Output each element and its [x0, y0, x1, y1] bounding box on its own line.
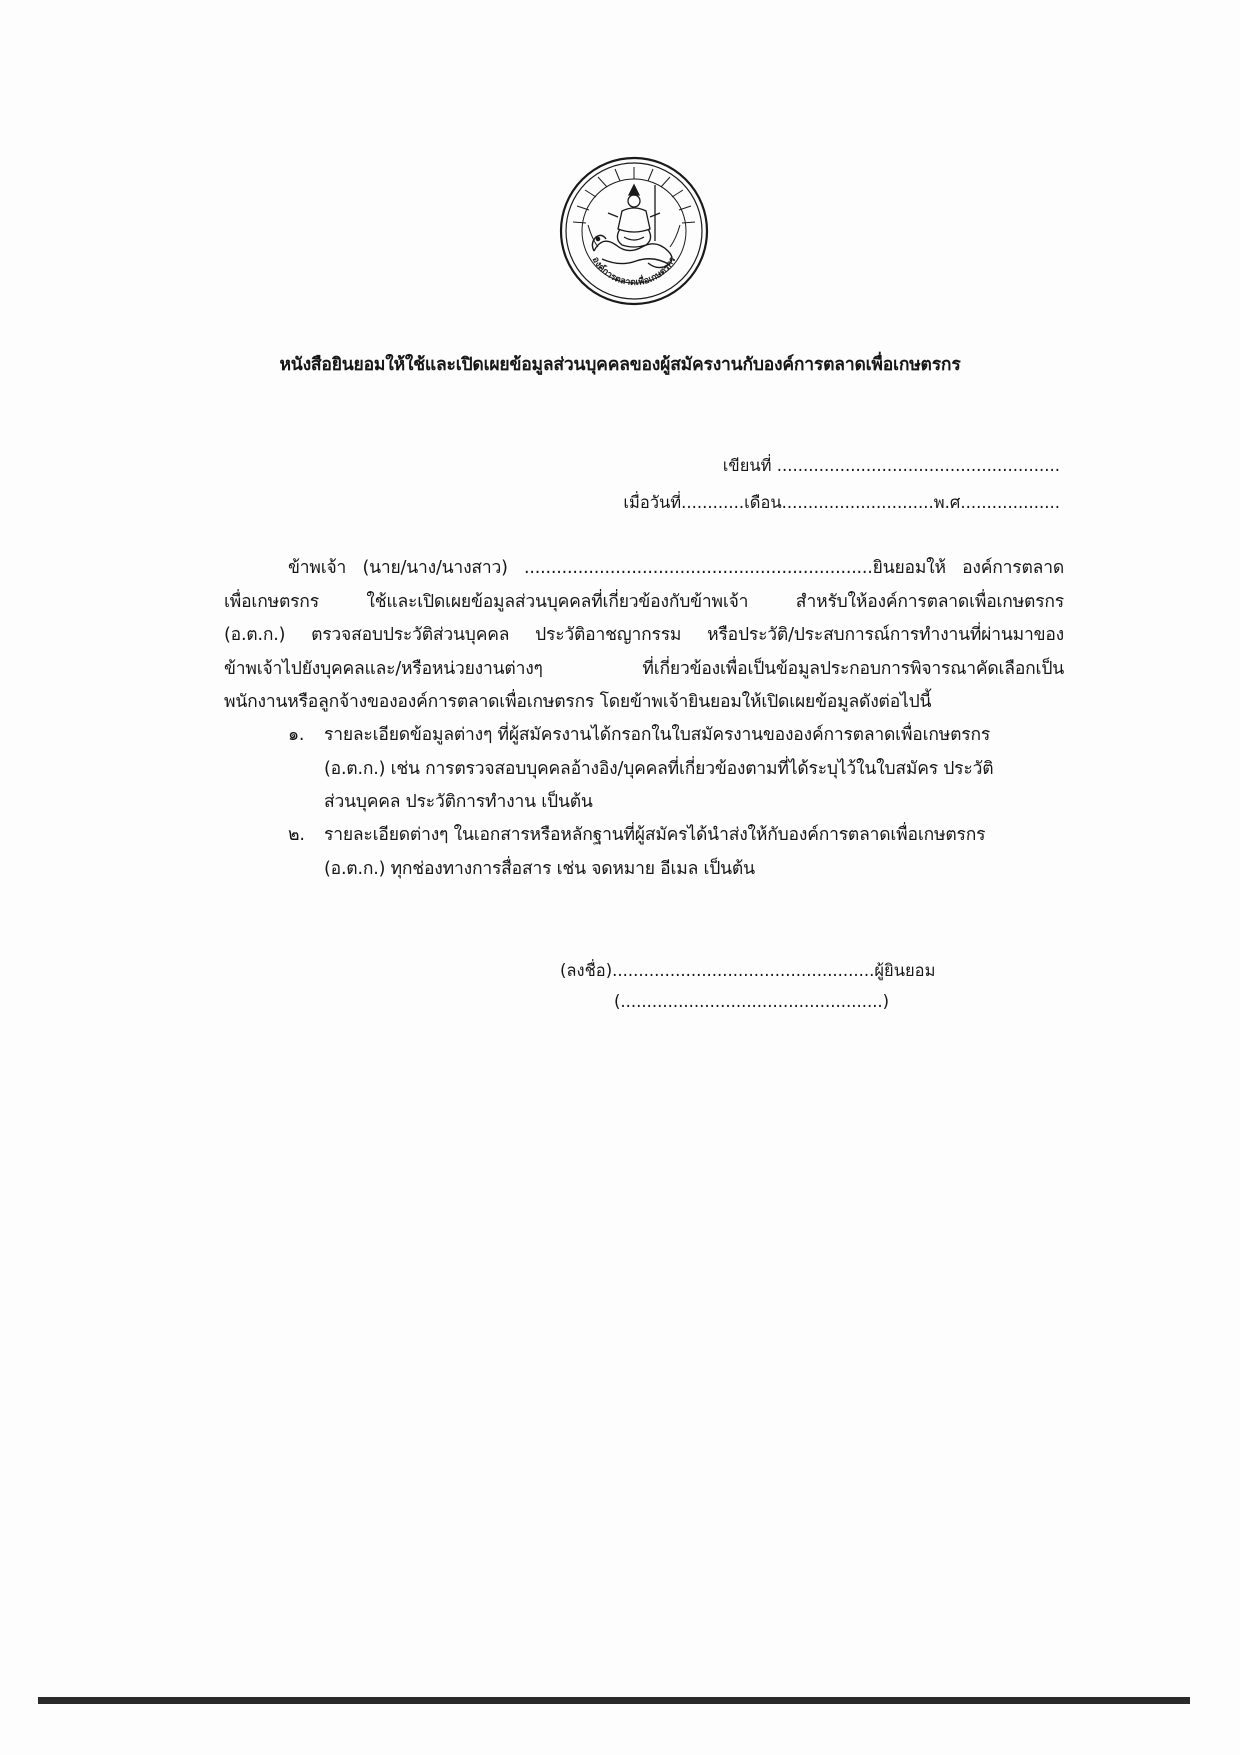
list-item	[288, 719, 1064, 820]
list-item-line: (อ.ต.ก.) ทุกช่องทางการสื่อสาร เช่น จดหมาย อีเมล เป็นต้น	[324, 858, 755, 879]
signatory-name-line: (..................................................)	[614, 992, 890, 1011]
list-item-number: ๑.	[288, 725, 305, 745]
svg-text:องค์การตลาดเพื่อเกษตรกร	[590, 255, 679, 288]
paragraph-line: ข้าพเจ้าไปยังบุคคลและ/หรือหน่วยงานต่างๆ ที่เกี่ยวข้องเพื่อเป็นข้อมูลประกอบการพิจารณาคัดเลือกเป็น	[224, 658, 1064, 679]
list-item-line: (อ.ต.ก.) เช่น การตรวจสอบบุคคลอ้างอิง/บุคคลที่เกี่ยวข้องตามที่ได้ระบุไว้ในใบสมัคร ประวัติ	[324, 758, 994, 779]
seal-text: องค์การตลาดเพื่อเกษตรกร	[589, 255, 679, 289]
list-item-line: รายละเอียดข้อมูลต่างๆ ที่ผู้สมัครงานได้กรอกในใบสมัครงานขององค์การตลาดเพื่อเกษตรกร	[324, 725, 991, 745]
paragraph-line: พนักงานหรือลูกจ้างขององค์การตลาดเพื่อเกษตรกร โดยข้าพเจ้ายินยอมให้เปิดเผยข้อมูลดังต่อไปนี้	[224, 692, 932, 712]
bottom-divider	[38, 1697, 1190, 1704]
written-at-line: เขียนที่ ......................................................	[722, 456, 1060, 475]
list-item-line: ส่วนบุคคล ประวัติการทำงาน เป็นต้น	[324, 792, 593, 812]
paragraph-line: ข้าพเจ้า (นาย/นาง/นางสาว) .................................................................ยินยอมให้ องค์การตลาด	[288, 558, 1064, 578]
document-title: หนังสือยินยอมให้ใช้และเปิดเผยข้อมูลส่วนบุคคลของผู้สมัครงานกับองค์การตลาดเพื่อเกษตรกร	[279, 355, 961, 375]
list-item-number: ๒.	[288, 825, 305, 845]
signature-line: (ลงชื่อ)..................................................ผู้ยินยอม	[560, 961, 936, 980]
list-item	[288, 819, 1064, 886]
agricultural-marketing-seal-icon	[558, 155, 710, 307]
paragraph-line: (อ.ต.ก.) ตรวจสอบประวัติส่วนบุคคล ประวัติอาชญากรรม หรือประวัติ/ประสบการณ์การทำงานที่ผ่านมาของ	[224, 625, 1064, 645]
paragraph-line: เพื่อเกษตรกร ใช้และเปิดเผยข้อมูลส่วนบุคคลที่เกี่ยวข้องกับข้าพเจ้า สำหรับให้องค์การตลาดเพื่อเกษตรกร	[224, 591, 1064, 612]
list-item-line: รายละเอียดต่างๆ ในเอกสารหรือหลักฐานที่ผู้สมัครได้นำส่งให้กับองค์การตลาดเพื่อเกษตรกร	[324, 825, 986, 845]
consent-paragraph	[224, 552, 1064, 720]
date-line: เมื่อวันที่............เดือน.............................พ.ศ...................	[623, 493, 1060, 512]
